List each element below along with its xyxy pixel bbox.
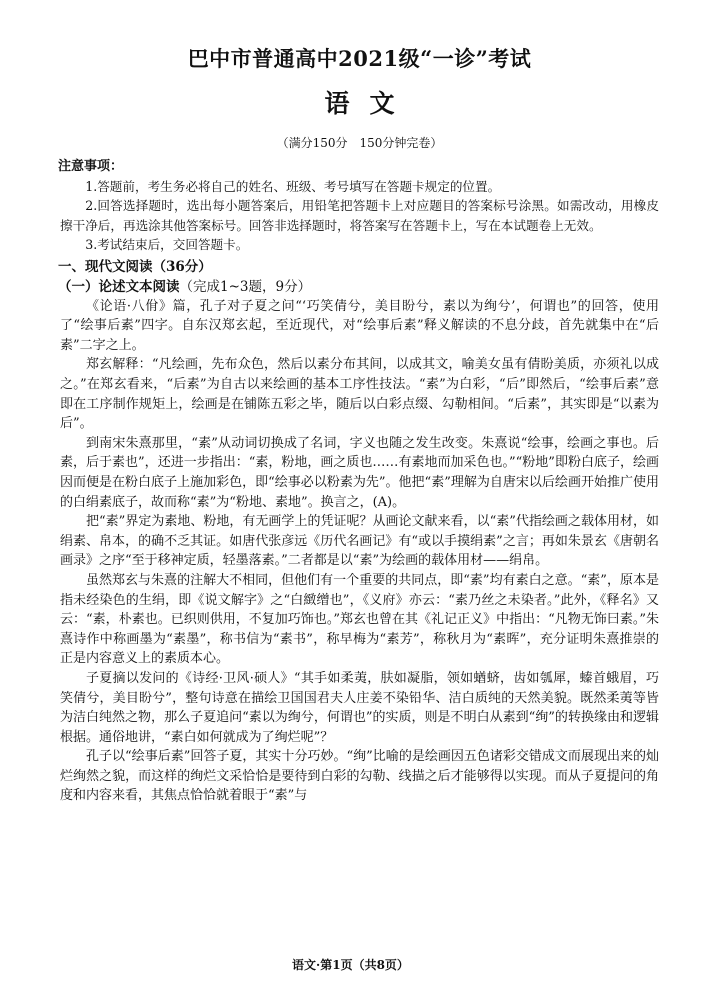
- notice-item: 2.回答选择题时，选出每小题答案后，用铅笔把答题卡上对应题目的答案标号涂黑。如需改动，用橡皮擦干净后，再选涂其他答案标号。回答非选择题时，将答案写在答题卡上，写在本试题卷上无效。: [60, 198, 659, 233]
- article-paragraph: 郑玄解释：“凡绘画，先布众色，然后以素分布其间，以成其文，喻美女虽有倩盼美质，亦须礼以成之。”在郑玄看来，“后素”为自古以来绘画的基本工序性技法。“素”为白彩，“后”即然后，“绘事后素”意即在工序制作规矩上，绘画是在铺陈五彩之毕，随后以白彩点缀、勾勒相间。“后素”，其实即是“以素为后”。: [60, 357, 659, 432]
- notice-item: 3.考试结束后，交回答题卡。: [85, 237, 249, 253]
- subsection-title: [58, 277, 659, 297]
- subsection-label: （一）论述文本阅读: [58, 278, 180, 295]
- page-footer: 语文·第1页（共8页）: [292, 958, 409, 972]
- notice-heading: 注意事项：: [58, 159, 124, 174]
- subsection-note: （完成1~3题，9分）: [179, 278, 312, 295]
- article-paragraph: 孔子以“绘事后素”回答子夏，其实十分巧妙。“绚”比喻的是绘画因五色诸彩交错成文而展现出来的灿烂绚然之貌，而这样的绚烂文采恰恰是要待到白彩的勾勒、线描之后才能够得以实现。而从子夏提问的角度和内容来看，其焦点恰恰就着眼于“素”与: [60, 749, 659, 804]
- exam-title: 巴中市普通高中2021级“一诊”考试: [187, 46, 532, 71]
- subject-title: 语文: [324, 89, 415, 118]
- notice-item: 1.答题前，考生务必将自己的姓名、班级、考号填写在答题卡规定的位置。: [85, 179, 501, 194]
- section-title: 一、现代文阅读（36分）: [58, 258, 212, 275]
- article-body: [60, 297, 659, 806]
- article-paragraph: 把“素”界定为素地、粉地，有无画学上的凭证呢？从画论文献来看，以“素”代指绘画之载体用材，如绢素、帛本，的确不乏其证。如唐代张彦远《历代名画记》有“或以手摸绢素”之言；再如朱景玄《唐朝名画录》之序“至于移神定质，轻墨落素。”二者都是以“素”为绘画的载体用材——绢帛。: [60, 514, 659, 569]
- article-paragraph: 《论语·八佾》篇，孔子对子夏之问“‘巧笑倩兮，美目盼兮，素以为绚兮’，何谓也”的回答，使用了“绘事后素”四字。自东汉郑玄起，至近现代，对“绘事后素”释义解读的不息分歧，首先就集中在“后素”二字之上。: [60, 298, 659, 353]
- article-paragraph: 子夏摘以发问的《诗经·卫风·硕人》“其手如柔荑，肤如凝脂，领如蝤蛴，齿如瓠犀，螓首蛾眉，巧笑倩兮，美目盼兮”，整句诗意在描绘卫国国君夫人庄姜不染铅华、洁白质纯的天然美貌。既然柔荑等皆为洁白纯然之物，那么子夏追问“素以为绚兮，何谓也”的实质，则是不明白从素到“绚”的转换缘由和逻辑根据。通俗地讲，“素白如何就成为了绚烂呢”？: [60, 670, 659, 745]
- score-info: （满分150分 150分钟完卷）: [276, 136, 443, 150]
- article-paragraph: 到南宋朱熹那里，“素”从动词切换成了名词，字义也随之发生改变。朱熹说“绘事，绘画之事也。后素，后于素也”，还进一步指出：“素，粉地，画之质也……有素地而加采色也。”“粉地”即粉白底子，绘画因而便是在粉白底子上施加彩色，即“绘事必以粉素为先”。他把“素”理解为自唐宋以后绘画开始推广使用的白绢素底子，故而称“素”为“粉地、素地”。换言之，(A)。: [60, 435, 659, 510]
- article-paragraph: 虽然郑玄与朱熹的注解大不相同，但他们有一个重要的共同点，即“素”均有素白之意。“素”，原本是指未经染色的生绢，即《说文解字》之“白緻缯也”，《义府》亦云：“素乃丝之未染者。”此外，《释名》又云：“素，朴素也。已织则供用，不复加巧饰也。”郑玄也曾在其《礼记正义》中指出：“凡物无饰曰素。”朱熹诗作中称画墨为“素墨”，称书信为“素书”，称早梅为“素芳”，称秋月为“素晖”，充分证明朱熹推崇的正是内容意义上的素质本心。: [60, 572, 659, 667]
- notice-block: [60, 157, 659, 255]
